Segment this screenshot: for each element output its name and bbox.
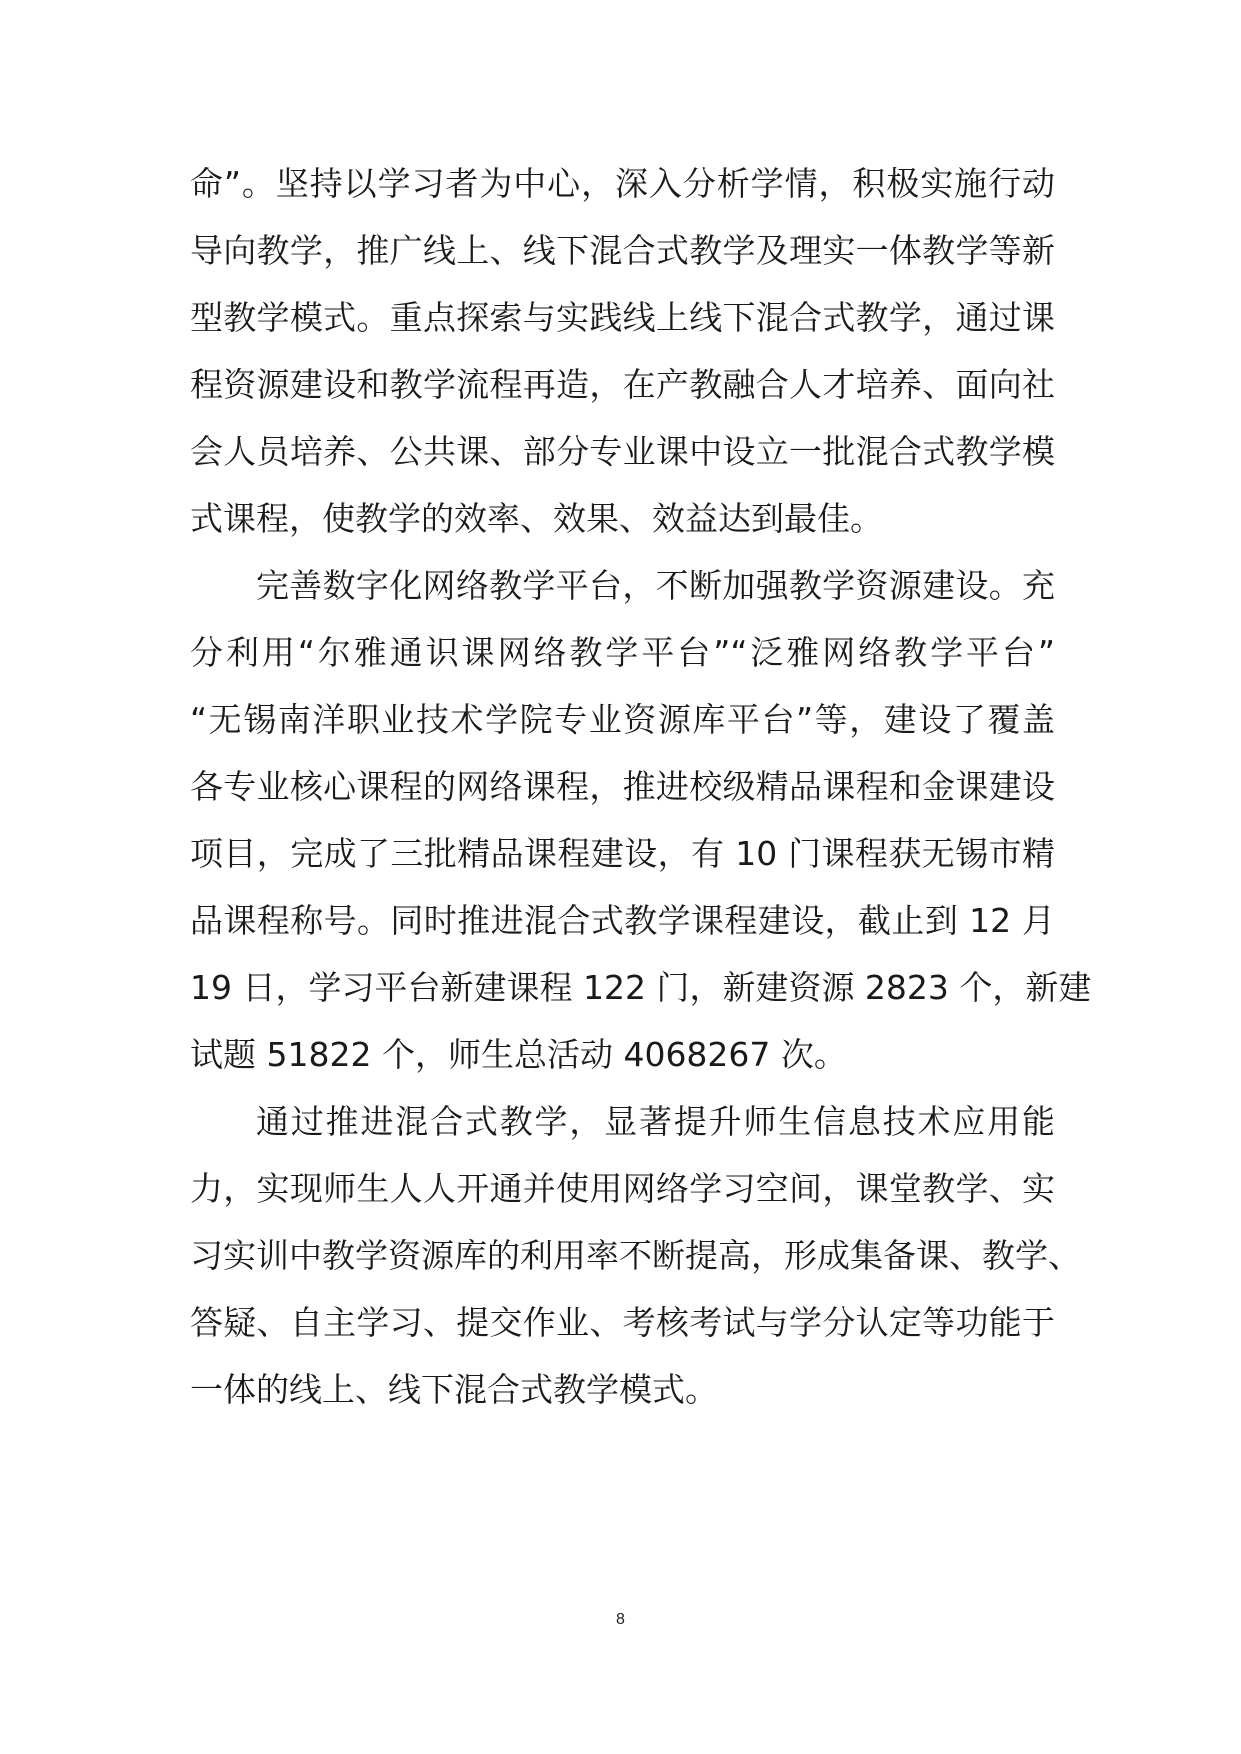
text-line: 品课程称号。同时推进混合式教学课程建设，截止到 12 月 xyxy=(190,901,1055,940)
text-line: “无锡南洋职业技术学院专业资源库平台”等，建设了覆盖 xyxy=(190,700,1055,739)
paragraph-3 xyxy=(190,1088,1081,1423)
text-line: 命”。坚持以学习者为中心，深入分析学情，积极实施行动 xyxy=(190,164,1055,203)
paragraph-2 xyxy=(190,552,1092,1088)
text-line: 19 日，学习平台新建课程 122 门，新建资源 2823 个，新建 xyxy=(190,968,1092,1007)
page-number: 8 xyxy=(616,1611,625,1628)
text-line: 试题 51822 个，师生总活动 4068267 次。 xyxy=(190,1035,847,1074)
text-line: 项目，完成了三批精品课程建设，有 10 门课程获无锡市精 xyxy=(190,834,1055,873)
text-line: 分利用“尔雅通识课网络教学平台”“泛雅网络教学平台” xyxy=(190,633,1055,672)
text-line: 力，实现师生人人开通并使用网络学习空间，课堂教学、实 xyxy=(190,1169,1055,1208)
text-line: 答疑、自主学习、提交作业、考核考试与学分认定等功能于 xyxy=(190,1303,1055,1342)
text-line: 习实训中教学资源库的利用率不断提高，形成集备课、教学、 xyxy=(190,1236,1081,1275)
text-line: 导向教学，推广线上、线下混合式教学及理实一体教学等新 xyxy=(190,231,1055,270)
text-line: 完善数字化网络教学平台，不断加强教学资源建设。充 xyxy=(256,566,1055,605)
text-line: 各专业核心课程的网络课程，推进校级精品课程和金课建设 xyxy=(190,767,1055,806)
paragraph-1 xyxy=(190,150,1055,552)
text-line: 会人员培养、公共课、部分专业课中设立一批混合式教学模 xyxy=(190,432,1055,471)
text-line: 式课程，使教学的效率、效果、效益达到最佳。 xyxy=(190,499,883,538)
text-line: 型教学模式。重点探索与实践线上线下混合式教学，通过课 xyxy=(190,298,1055,337)
text-line: 一体的线上、线下混合式教学模式。 xyxy=(190,1370,718,1409)
body-text xyxy=(190,150,1092,1423)
text-line: 通过推进混合式教学，显著提升师生信息技术应用能 xyxy=(256,1102,1055,1141)
text-line: 程资源建设和教学流程再造，在产教融合人才培养、面向社 xyxy=(190,365,1055,404)
